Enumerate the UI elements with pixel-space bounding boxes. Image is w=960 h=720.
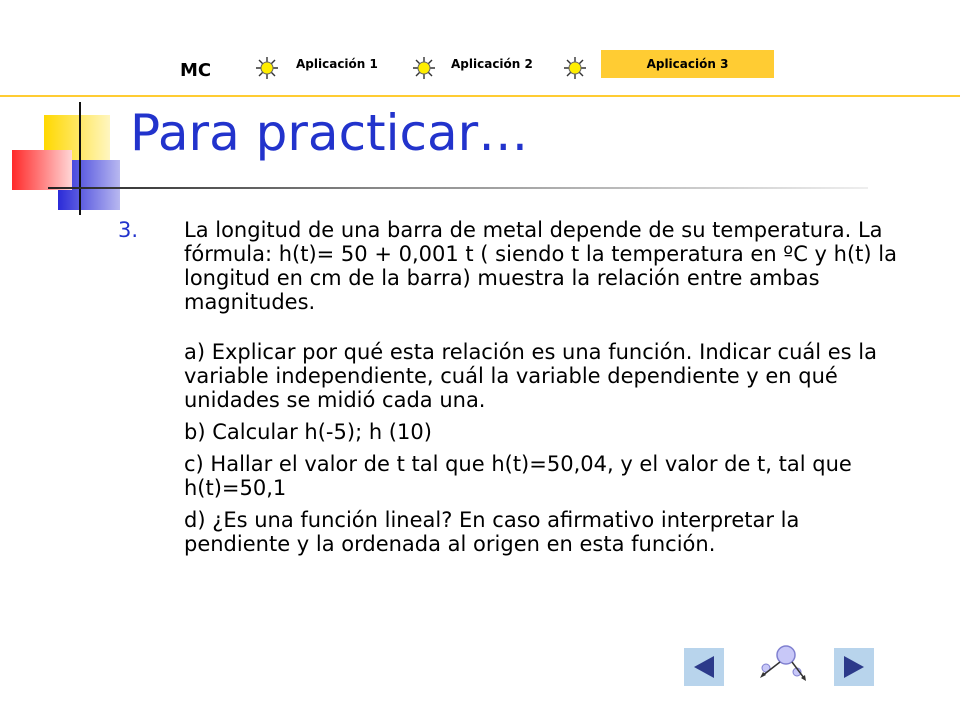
title-underline (48, 187, 868, 189)
part-d: d) ¿Es una función lineal? En caso afirmativo interpretar la pendiente y la ordenada al origen en esta función. (184, 508, 800, 556)
next-slide-button[interactable] (834, 648, 874, 686)
problem-item (118, 218, 908, 314)
nav-link-aplicacion-1[interactable]: Aplicación 1 (296, 57, 378, 71)
slide-content (118, 218, 908, 556)
nav-link-aplicacion-3-active[interactable]: Aplicación 3 (601, 50, 774, 78)
problem-number: 3. (118, 218, 139, 242)
arrow-right-icon (840, 653, 868, 681)
previous-slide-button[interactable] (684, 648, 724, 686)
part-b: b) Calcular h(-5); h (10) (184, 420, 432, 444)
part-a: a) Explicar por qué esta relación es una función. Indicar cuál es la variable independiente, cuál la variable dependiente y en qué unidades se midió cada una. (184, 340, 877, 412)
sun-icon[interactable] (255, 56, 279, 80)
top-navigation (0, 0, 960, 96)
nav-mc-link[interactable]: MC (180, 60, 212, 81)
decorative-blocks (0, 100, 140, 220)
header-divider (0, 95, 960, 97)
slide-title: Para practicar… (130, 104, 529, 162)
sun-icon[interactable] (563, 56, 587, 80)
arrow-left-icon (690, 653, 718, 681)
sun-icon[interactable] (412, 56, 436, 80)
nav-link-aplicacion-2[interactable]: Aplicación 2 (451, 57, 533, 71)
part-c: c) Hallar el valor de t tal que h(t)=50,04, y el valor de t, tal que h(t)=50,1 (184, 452, 852, 500)
problem-statement: La longitud de una barra de metal depende de su temperatura. La fórmula: h(t)= 50 + 0,001 t ( siendo t la temperatura en ºC y h(t) la longitud en cm de la barra) muestra la relación entre ambas magnitudes. (184, 218, 897, 314)
return-home-icon[interactable] (752, 642, 814, 690)
